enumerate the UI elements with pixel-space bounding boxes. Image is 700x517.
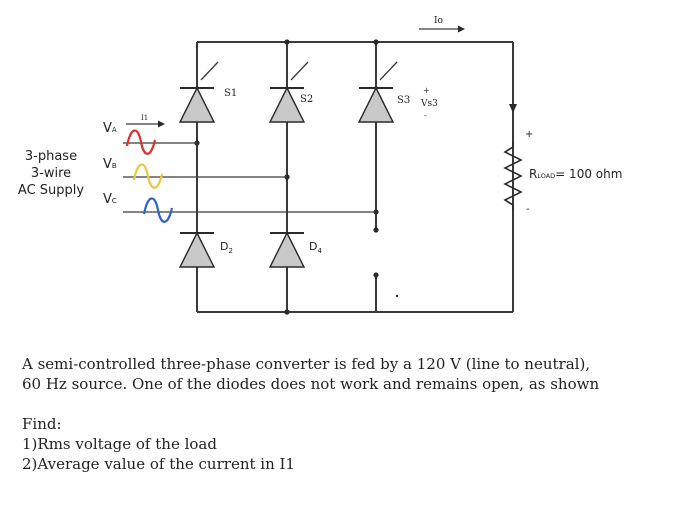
junction-dot <box>284 39 289 44</box>
load-current-arrowhead <box>509 104 517 113</box>
load-plus-sign: + <box>525 129 534 140</box>
question-2: 2)Average value of the current in I1 <box>22 455 295 473</box>
question-1: 1)Rms voltage of the load <box>22 435 217 453</box>
stray-dot <box>396 295 398 297</box>
problem-line-1: A semi-controlled three-phase converter is fed by a 120 V (line to neutral), <box>22 355 591 373</box>
phase-b-label: VB <box>103 157 117 172</box>
load-resistance-label: RLOAD= 100 ohm <box>529 167 623 181</box>
io-arrowhead <box>458 26 465 33</box>
open-diode-terminal <box>373 272 378 277</box>
vs3-plus-sign: + <box>423 86 430 95</box>
diode-d2 <box>180 233 214 267</box>
i1-arrowhead <box>158 121 165 128</box>
problem-line-2: 60 Hz source. One of the diodes does not work and remains open, as shown <box>22 375 600 393</box>
find-heading: Find: <box>22 415 62 433</box>
vs3-minus-sign: - <box>424 111 427 120</box>
supply-label-line-2: 3-wire <box>30 166 72 181</box>
problem-statement <box>22 354 687 474</box>
thyristor-s2 <box>270 62 308 122</box>
phase-a-label: VA <box>103 121 117 136</box>
diode-d4-label: $D_4$ <box>309 240 322 255</box>
phase-c-sine-wave <box>144 198 172 221</box>
spacer <box>22 394 687 414</box>
diode-d2-label: $D_2$ <box>220 240 233 255</box>
phase-b-sine-wave <box>134 164 162 187</box>
load-minus-sign: - <box>526 204 530 215</box>
thyristor-s1 <box>180 62 218 122</box>
diode-d4 <box>270 233 304 267</box>
junction-dot <box>284 309 289 314</box>
vs3-label: Vs3 <box>421 99 438 109</box>
supply-label-line-1: 3-phase <box>24 149 78 164</box>
io-label: Io <box>434 16 443 26</box>
supply-label-line-3: AC Supply <box>17 183 85 198</box>
thyristor-s3 <box>359 62 397 122</box>
junction-dot <box>373 39 378 44</box>
open-diode-terminal <box>373 227 378 232</box>
thyristor-s3-label: S3 <box>397 95 411 106</box>
phase-a-sine-wave <box>127 130 155 153</box>
thyristor-s2-label: S2 <box>300 94 314 105</box>
phase-c-label: VC <box>103 192 117 207</box>
i1-label: I1 <box>141 114 149 122</box>
thyristor-s1-label: S1 <box>224 88 238 99</box>
